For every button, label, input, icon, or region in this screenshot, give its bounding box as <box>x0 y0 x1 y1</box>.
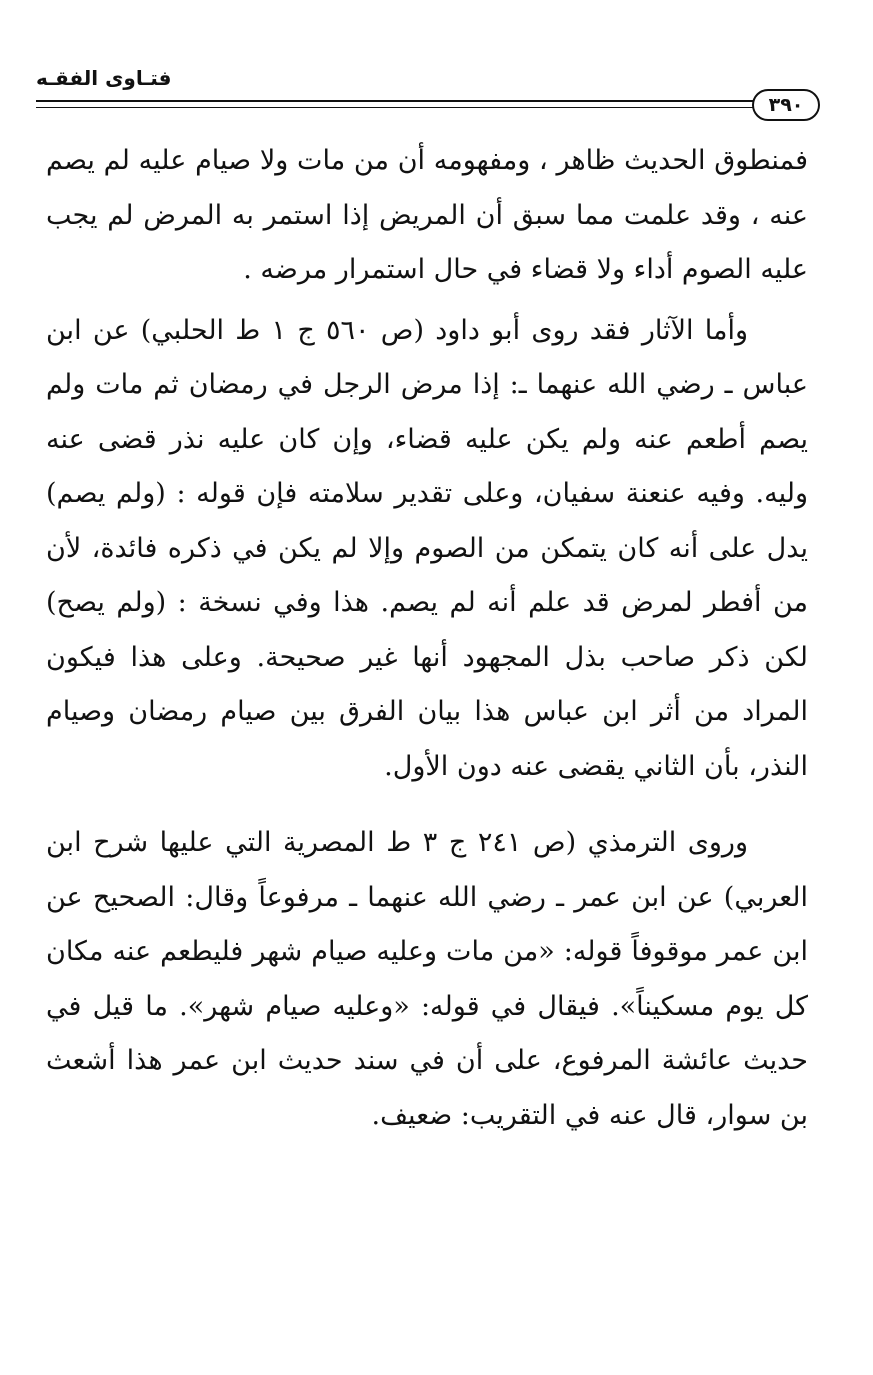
page-number-badge: ٣٩٠ <box>752 89 820 121</box>
paragraph-3: وروى الترمذي (ص ٢٤١ ج ٣ ط المصرية التي عليها شرح ابن العربي) عن ابن عمر ـ رضي الله عنهما ـ مرفوعاً وقال: الصحيح عن ابن عمر موقوفاً قوله: «من مات وعليه صيام شهر فليطعم عنه مكان كل يوم مسكيناً». فيقال في قوله: «وعليه صيام شهر». ما قيل في حديث عائشة المرفوع، على أن في سند حديث ابن عمر هذا أشعث بن سوار، قال عنه في التقريب: ضعيف. <box>46 827 808 1131</box>
running-header-title: فتـاوى الفقـه <box>36 66 172 90</box>
page-body <box>46 134 808 1143</box>
header-rule-thin <box>36 107 759 108</box>
paragraph-2: وأما الآثار فقد روى أبو داود (ص ٥٦٠ ج ١ ط الحلبي) عن ابن عباس ـ رضي الله عنهما ـ: إذا مرض الرجل في رمضان ثم مات ولم يصم أطعم عنه ولم يكن عليه قضاء، وإن كان عليه نذر قضى عنه وليه. وفيه عنعنة سفيان، وعلى تقدير سلامته فإن قوله : (ولم يصم) يدل على أنه كان يتمكن من الصوم وإلا لم يكن في ذكره فائدة، لأن من أفطر لمرض قد علم أنه لم يصم. هذا وفي نسخة : (ولم يصح) لكن ذكر صاحب بذل المجهود أنها غير صحيحة. وعلى هذا فيكون المراد من أثر ابن عباس هذا بيان الفرق بين صيام رمضان وصيام النذر، بأن الثاني يقضى عنه دون الأول. <box>46 314 808 782</box>
header-rule-thick <box>36 100 759 102</box>
paragraph-1: فمنطوق الحديث ظاهر ، ومفهومه أن من مات ولا صيام عليه لم يصم عنه ، وقد علمت مما سبق أن المريض إذا استمر به المرض لم يجب عليه الصوم أداء ولا قضاء في حال استمرار مرضه . <box>46 145 808 285</box>
